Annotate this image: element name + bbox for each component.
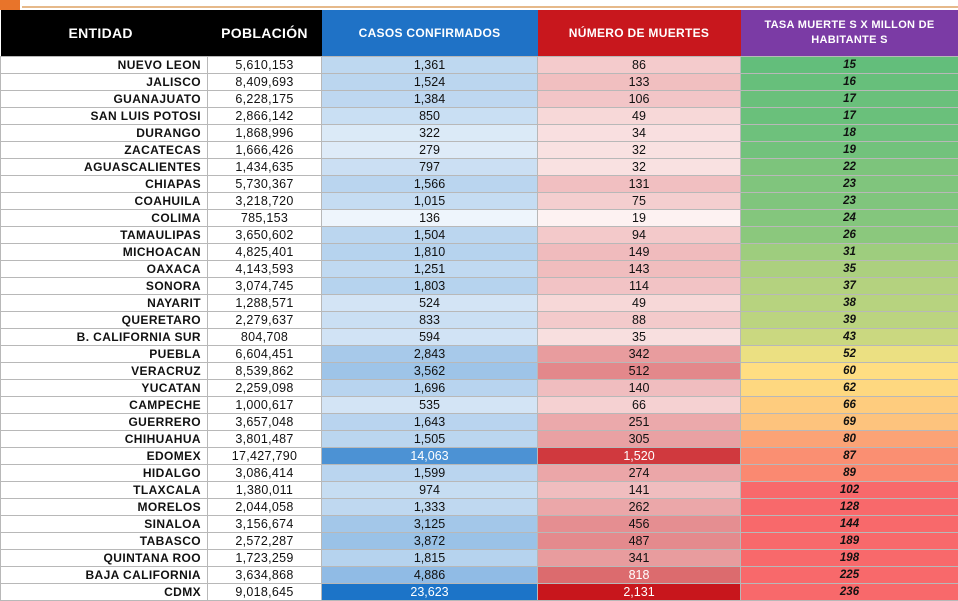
cell-casos: 1,696 [322,380,538,397]
table-row [1,312,958,329]
cell-poblacion: 3,074,745 [208,278,322,295]
cell-muertes: 75 [538,193,741,210]
cell-muertes: 512 [538,363,741,380]
cell-entidad: YUCATAN [1,380,208,397]
cell-muertes: 143 [538,261,741,278]
cell-casos: 1,015 [322,193,538,210]
cell-poblacion: 1,666,426 [208,142,322,159]
cell-entidad: TLAXCALA [1,482,208,499]
cell-poblacion: 8,409,693 [208,74,322,91]
table-row [1,550,958,567]
header-tasa-muertes: TASA MUERTE S X MILLON DE HABITANTE S [741,10,958,57]
cell-poblacion: 8,539,862 [208,363,322,380]
cell-poblacion: 6,604,451 [208,346,322,363]
cell-casos: 3,562 [322,363,538,380]
cell-tasa: 89 [741,465,958,482]
cell-tasa: 16 [741,74,958,91]
cell-entidad: SONORA [1,278,208,295]
cell-tasa: 198 [741,550,958,567]
header-poblacion: POBLACIÓN [208,10,322,57]
table-row [1,329,958,346]
cell-entidad: MICHOACAN [1,244,208,261]
table-row [1,363,958,380]
table-row [1,380,958,397]
header-casos-confirmados: CASOS CONFIRMADOS [322,10,538,57]
cell-poblacion: 5,730,367 [208,176,322,193]
table-row [1,91,958,108]
cell-casos: 797 [322,159,538,176]
cell-casos: 1,524 [322,74,538,91]
table-row [1,397,958,414]
cell-poblacion: 804,708 [208,329,322,346]
table-row [1,414,958,431]
table-row [1,142,958,159]
cell-muertes: 141 [538,482,741,499]
cell-casos: 594 [322,329,538,346]
cell-muertes: 19 [538,210,741,227]
cell-casos: 974 [322,482,538,499]
cell-casos: 1,361 [322,57,538,74]
cell-muertes: 342 [538,346,741,363]
cell-casos: 1,643 [322,414,538,431]
cell-muertes: 149 [538,244,741,261]
header-row [1,10,958,57]
table-row [1,244,958,261]
cell-muertes: 35 [538,329,741,346]
table-row [1,278,958,295]
table-row [1,227,958,244]
cell-poblacion: 17,427,790 [208,448,322,465]
cell-entidad: SAN LUIS POTOSI [1,108,208,125]
cell-tasa: 37 [741,278,958,295]
cell-muertes: 341 [538,550,741,567]
cell-casos: 3,125 [322,516,538,533]
cell-entidad: MORELOS [1,499,208,516]
table-row [1,584,958,601]
cell-casos: 1,815 [322,550,538,567]
cell-poblacion: 1,723,259 [208,550,322,567]
cell-tasa: 236 [741,584,958,601]
cell-poblacion: 1,434,635 [208,159,322,176]
cell-entidad: NUEVO LEON [1,57,208,74]
cell-tasa: 23 [741,176,958,193]
cell-entidad: PUEBLA [1,346,208,363]
cell-tasa: 35 [741,261,958,278]
cell-poblacion: 785,153 [208,210,322,227]
table-body [1,57,958,601]
cell-tasa: 22 [741,159,958,176]
cell-tasa: 128 [741,499,958,516]
cell-casos: 833 [322,312,538,329]
cell-entidad: OAXACA [1,261,208,278]
cell-casos: 1,384 [322,91,538,108]
cell-entidad: VERACRUZ [1,363,208,380]
cell-tasa: 43 [741,329,958,346]
table-row [1,346,958,363]
cell-entidad: GUANAJUATO [1,91,208,108]
cell-entidad: TAMAULIPAS [1,227,208,244]
cell-muertes: 66 [538,397,741,414]
table-row [1,567,958,584]
orange-divider-line [22,6,958,8]
cell-tasa: 38 [741,295,958,312]
cell-muertes: 305 [538,431,741,448]
cell-tasa: 19 [741,142,958,159]
table-header [1,10,958,57]
cell-poblacion: 5,610,153 [208,57,322,74]
cell-casos: 3,872 [322,533,538,550]
cell-casos: 1,504 [322,227,538,244]
cell-muertes: 32 [538,159,741,176]
cell-muertes: 818 [538,567,741,584]
cell-muertes: 2,131 [538,584,741,601]
cell-muertes: 1,520 [538,448,741,465]
cell-muertes: 106 [538,91,741,108]
header-numero-muertes: NÚMERO DE MUERTES [538,10,741,57]
cell-muertes: 140 [538,380,741,397]
cell-entidad: B. CALIFORNIA SUR [1,329,208,346]
cell-entidad: HIDALGO [1,465,208,482]
cell-poblacion: 2,866,142 [208,108,322,125]
cell-tasa: 24 [741,210,958,227]
cell-entidad: QUERETARO [1,312,208,329]
table-row [1,261,958,278]
cell-entidad: DURANGO [1,125,208,142]
cell-tasa: 17 [741,108,958,125]
cell-tasa: 87 [741,448,958,465]
header-entidad: ENTIDAD [1,10,208,57]
cell-muertes: 94 [538,227,741,244]
cell-casos: 322 [322,125,538,142]
cell-entidad: JALISCO [1,74,208,91]
cell-muertes: 131 [538,176,741,193]
cell-casos: 535 [322,397,538,414]
cell-tasa: 225 [741,567,958,584]
table-row [1,482,958,499]
table-row [1,465,958,482]
cell-poblacion: 4,825,401 [208,244,322,261]
cell-poblacion: 1,380,011 [208,482,322,499]
cell-entidad: GUERRERO [1,414,208,431]
cell-poblacion: 3,801,487 [208,431,322,448]
cell-casos: 850 [322,108,538,125]
cell-poblacion: 3,634,868 [208,567,322,584]
cell-poblacion: 1,000,617 [208,397,322,414]
cell-tasa: 52 [741,346,958,363]
table-row [1,295,958,312]
cell-casos: 1,566 [322,176,538,193]
cell-muertes: 251 [538,414,741,431]
cell-casos: 1,810 [322,244,538,261]
cell-entidad: CHIAPAS [1,176,208,193]
cell-poblacion: 2,259,098 [208,380,322,397]
cell-muertes: 88 [538,312,741,329]
cell-muertes: 49 [538,108,741,125]
cell-muertes: 86 [538,57,741,74]
cell-entidad: SINALOA [1,516,208,533]
cell-entidad: EDOMEX [1,448,208,465]
cell-casos: 1,803 [322,278,538,295]
cell-poblacion: 2,044,058 [208,499,322,516]
cell-muertes: 487 [538,533,741,550]
cell-poblacion: 2,572,287 [208,533,322,550]
cell-entidad: QUINTANA ROO [1,550,208,567]
cell-tasa: 26 [741,227,958,244]
table-row [1,431,958,448]
cell-casos: 1,333 [322,499,538,516]
table-row [1,210,958,227]
cell-poblacion: 3,156,674 [208,516,322,533]
cell-tasa: 80 [741,431,958,448]
cell-entidad: COAHUILA [1,193,208,210]
cell-tasa: 15 [741,57,958,74]
cell-casos: 1,251 [322,261,538,278]
table-row [1,193,958,210]
cell-tasa: 189 [741,533,958,550]
cell-entidad: NAYARIT [1,295,208,312]
cell-muertes: 49 [538,295,741,312]
cell-tasa: 60 [741,363,958,380]
orange-accent-block [0,0,20,10]
cell-muertes: 456 [538,516,741,533]
cell-tasa: 69 [741,414,958,431]
cell-casos: 1,505 [322,431,538,448]
cell-casos: 4,886 [322,567,538,584]
cell-tasa: 17 [741,91,958,108]
cell-poblacion: 3,657,048 [208,414,322,431]
cell-casos: 1,599 [322,465,538,482]
cell-entidad: CDMX [1,584,208,601]
table-row [1,448,958,465]
table-row [1,108,958,125]
cell-muertes: 274 [538,465,741,482]
cell-entidad: TABASCO [1,533,208,550]
cell-poblacion: 1,288,571 [208,295,322,312]
cell-poblacion: 4,143,593 [208,261,322,278]
cell-poblacion: 3,218,720 [208,193,322,210]
cell-muertes: 262 [538,499,741,516]
cell-tasa: 66 [741,397,958,414]
cell-casos: 524 [322,295,538,312]
table-row [1,176,958,193]
cell-tasa: 23 [741,193,958,210]
table-row [1,74,958,91]
cell-muertes: 34 [538,125,741,142]
cell-casos: 279 [322,142,538,159]
cell-muertes: 114 [538,278,741,295]
table-row [1,499,958,516]
table-row [1,159,958,176]
cell-poblacion: 3,650,602 [208,227,322,244]
cell-tasa: 39 [741,312,958,329]
cell-poblacion: 3,086,414 [208,465,322,482]
cell-tasa: 102 [741,482,958,499]
cell-entidad: CHIHUAHUA [1,431,208,448]
cell-entidad: CAMPECHE [1,397,208,414]
cell-poblacion: 9,018,645 [208,584,322,601]
cell-tasa: 18 [741,125,958,142]
cell-muertes: 133 [538,74,741,91]
cell-entidad: AGUASCALIENTES [1,159,208,176]
covid-states-table [0,10,958,601]
cell-poblacion: 1,868,996 [208,125,322,142]
table-row [1,516,958,533]
cell-entidad: COLIMA [1,210,208,227]
cell-tasa: 62 [741,380,958,397]
cell-entidad: BAJA CALIFORNIA [1,567,208,584]
top-banner [0,0,958,10]
cell-entidad: ZACATECAS [1,142,208,159]
table-row [1,57,958,74]
cell-tasa: 31 [741,244,958,261]
cell-poblacion: 6,228,175 [208,91,322,108]
table-row [1,533,958,550]
cell-casos: 2,843 [322,346,538,363]
cell-casos: 136 [322,210,538,227]
cell-tasa: 144 [741,516,958,533]
cell-poblacion: 2,279,637 [208,312,322,329]
cell-casos: 23,623 [322,584,538,601]
cell-casos: 14,063 [322,448,538,465]
cell-muertes: 32 [538,142,741,159]
table-row [1,125,958,142]
